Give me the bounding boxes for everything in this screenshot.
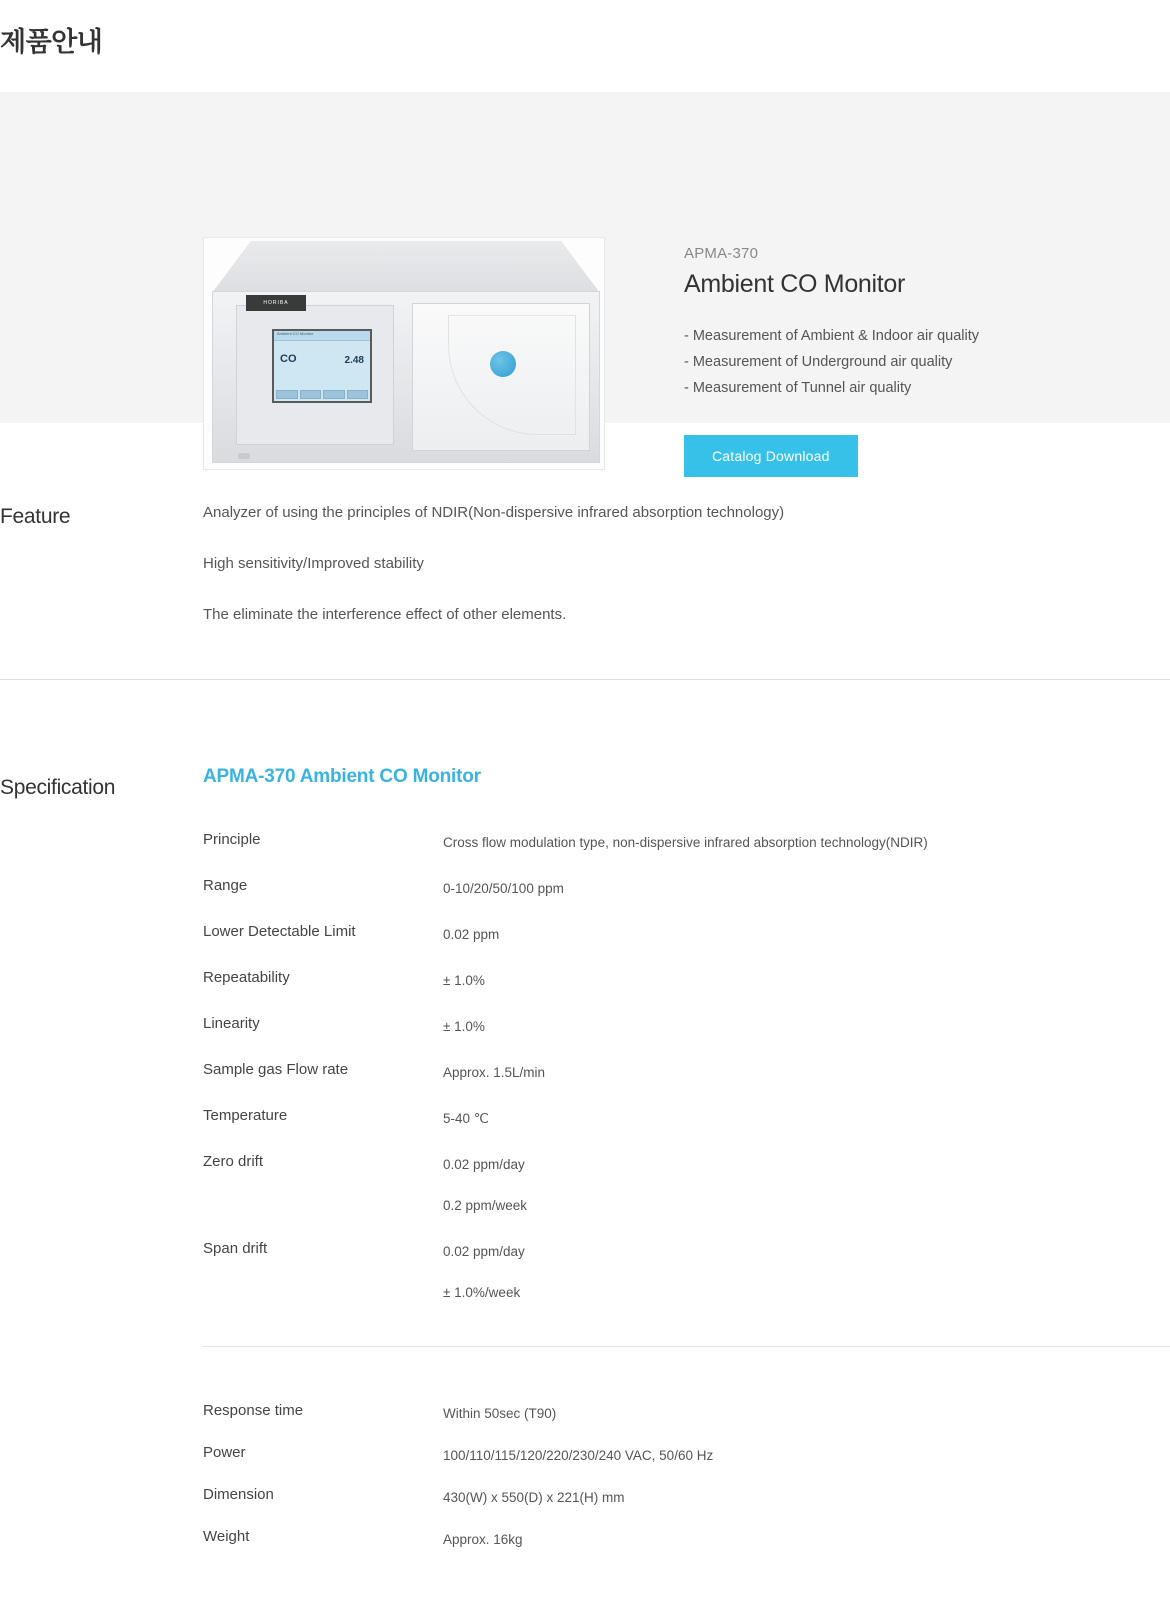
catalog-download-button[interactable]: Catalog Download [684,435,858,477]
spec-value: ± 1.0% [443,973,485,988]
spec-key: Dimension [203,1486,274,1503]
product-feature-item: - Measurement of Ambient & Indoor air quality [684,328,979,344]
analyzer-foot [238,453,250,459]
product-name: Ambient CO Monitor [684,270,906,298]
product-feature-item: - Measurement of Underground air quality [684,354,953,370]
spec-key: Sample gas Flow rate [203,1061,349,1078]
spec-key: Power [203,1444,246,1461]
spec-key: Temperature [203,1107,288,1124]
spec-value [443,1140,1143,1227]
product-feature-list [684,323,1104,401]
table-row [203,1475,1143,1517]
device-screen-button [276,390,298,399]
brand-plate: HORIBA [246,295,306,311]
spec-value: Approx. 1.5L/min [443,1065,546,1080]
section-divider [0,679,1170,680]
product-model-number: APMA-370 [684,245,759,262]
table-row [203,1433,1143,1475]
spec-value-line: 0.2 ppm/week [443,1198,528,1213]
product-feature-item: - Measurement of Tunnel air quality [684,380,912,396]
table-row [203,1048,1143,1094]
specification-table-secondary [203,1391,1143,1559]
spec-key: Response time [203,1402,304,1419]
product-hero [0,92,1170,464]
spec-key: Repeatability [203,969,290,986]
table-row [203,1140,1143,1227]
spec-key: Range [203,877,248,894]
spec-value-line: 0.02 ppm/day [443,1157,525,1172]
spec-value: 0.02 ppm [443,927,500,942]
table-row [203,1002,1143,1048]
spec-value: 0-10/20/50/100 ppm [443,881,564,896]
device-screen-button [300,390,322,399]
feature-line: High sensitivity/Improved stability [203,555,424,572]
feature-content [203,495,1170,633]
specification-content [203,766,1170,1559]
feature-line: Analyzer of using the principles of NDIR(Non-dispersive infrared absorption technology) [203,504,785,521]
spec-key: Weight [203,1528,250,1545]
spec-value: 430(W) x 550(D) x 221(H) mm [443,1490,625,1505]
table-row [203,818,1143,864]
table-row [203,1517,1143,1559]
spec-key: Linearity [203,1015,260,1032]
page-title: 제품안내 [0,26,103,57]
device-screen [272,329,372,403]
table-row [203,1227,1143,1314]
spec-key: Principle [203,831,261,848]
device-screen-button [323,390,345,399]
spec-value: 5-40 ℃ [443,1111,489,1126]
specification-section-label: Specification [0,776,116,799]
spec-value [443,1227,1143,1314]
spec-value-line: ± 1.0%/week [443,1285,521,1300]
device-screen-buttons [274,388,370,401]
spec-value-line: 0.02 ppm/day [443,1244,525,1259]
device-screen-header: Ambient CO Monitor [274,331,370,341]
analyzer-illustration [212,241,600,463]
page-header [0,0,1170,92]
feature-section [0,495,1170,680]
specification-table-primary [203,818,1143,1314]
spec-value: 100/110/115/120/220/230/240 VAC, 50/60 Hz [443,1448,714,1463]
product-info [684,245,1104,477]
feature-section-label: Feature [0,505,71,528]
spec-value: ± 1.0% [443,1019,485,1034]
device-screen-value: 2.48 [344,355,364,366]
specification-title: APMA-370 Ambient CO Monitor [203,766,481,787]
device-screen-label: CO [280,353,297,365]
spec-value: Cross flow modulation type, non-dispersive infrared absorption technology(NDIR) [443,835,928,850]
feature-line: The eliminate the interference effect of other elements. [203,606,567,623]
table-row [203,1391,1143,1433]
specification-section [0,766,1170,1619]
analyzer-door-handle [490,351,516,377]
spec-key: Lower Detectable Limit [203,923,356,940]
specification-divider [203,1346,1170,1347]
analyzer-top-cover [212,241,600,293]
table-row [203,1094,1143,1140]
table-row [203,910,1143,956]
table-row [203,864,1143,910]
table-row [203,956,1143,1002]
spec-value: Approx. 16kg [443,1532,523,1547]
spec-value: Within 50sec (T90) [443,1406,557,1421]
product-image [203,237,605,470]
device-screen-button [347,390,369,399]
spec-key: Zero drift [203,1153,264,1170]
spec-key: Span drift [203,1240,268,1257]
